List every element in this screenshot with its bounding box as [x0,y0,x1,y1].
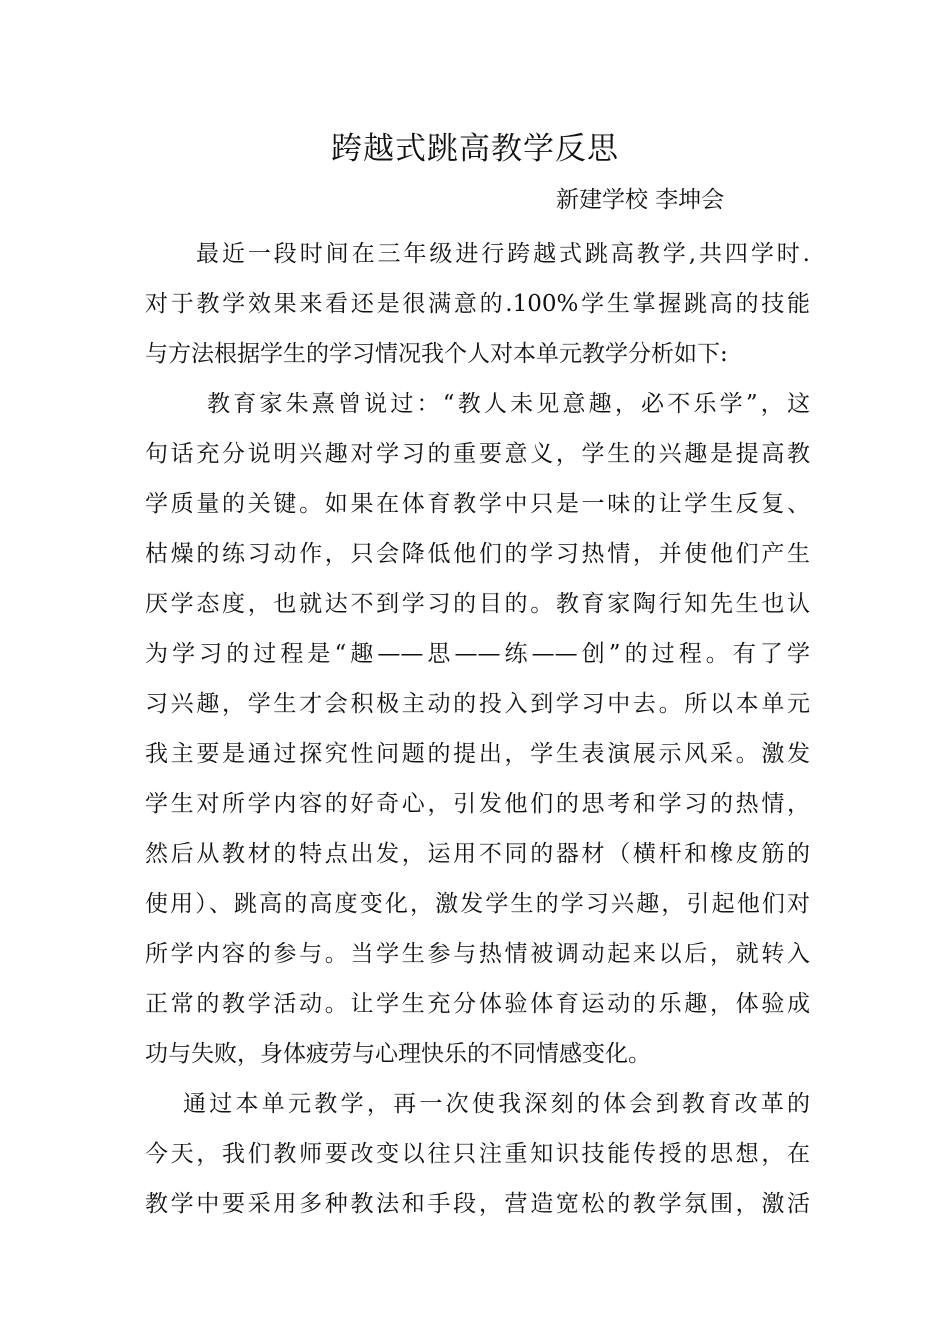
paragraph-line: 学生对所学内容的好奇心，引发他们的思考和学习的热情， [145,791,810,817]
paragraph-line: 然后从教材的特点出发，运用不同的器材（横杆和橡皮筋的 [145,841,810,867]
author-byline: 新建学校 李坤会 [556,187,725,213]
paragraph-line: 我主要是通过探究性问题的提出，学生表演展示风采。激发 [145,741,810,767]
paragraph-line: 教育家朱熹曾说过：“教人未见意趣，必不乐学”，这 [207,391,810,417]
paragraph-line: 教学中要采用多种教法和手段，营造宽松的教学氛围，激活 [145,1191,810,1217]
paragraph-line: 学质量的关键。如果在体育教学中只是一味的让学生反复、 [145,491,810,517]
paragraph-line: 通过本单元教学，再一次使我深刻的体会到教育改革的 [183,1091,810,1117]
paragraph-line: 今天，我们教师要改变以往只注重知识技能传授的思想，在 [145,1141,810,1167]
document-title: 跨越式跳高教学反思 [331,131,619,167]
paragraph-line: 与方法根据学生的学习情况我个人对本单元教学分析如下: [145,341,728,367]
paragraph-line: 正常的教学活动。让学生充分体验体育运动的乐趣，体验成 [145,991,810,1017]
paragraph-line: 最近一段时间在三年级进行跨越式跳高教学,共四学时. [196,241,810,267]
paragraph-line: 厌学态度，也就达不到学习的目的。教育家陶行知先生也认 [145,591,810,617]
paragraph-line: 为学习的过程是“趣——思——练——创”的过程。有了学 [145,641,810,667]
paragraph-line: 句话充分说明兴趣对学习的重要意义，学生的兴趣是提高教 [145,441,810,467]
paragraph-line: 使用）、跳高的高度变化，激发学生的学习兴趣，引起他们对 [145,891,810,917]
paragraph-line: 枯燥的练习动作，只会降低他们的学习热情，并使他们产生 [145,541,810,567]
paragraph-line: 所学内容的参与。当学生参与热情被调动起来以后，就转入 [145,941,810,967]
paragraph-line: 对于教学效果来看还是很满意的.100%学生掌握跳高的技能 [145,291,810,317]
paragraph-line: 功与失败，身体疲劳与心理快乐的不同情感变化。 [145,1041,651,1067]
paragraph-line: 习兴趣，学生才会积极主动的投入到学习中去。所以本单元 [145,691,810,717]
